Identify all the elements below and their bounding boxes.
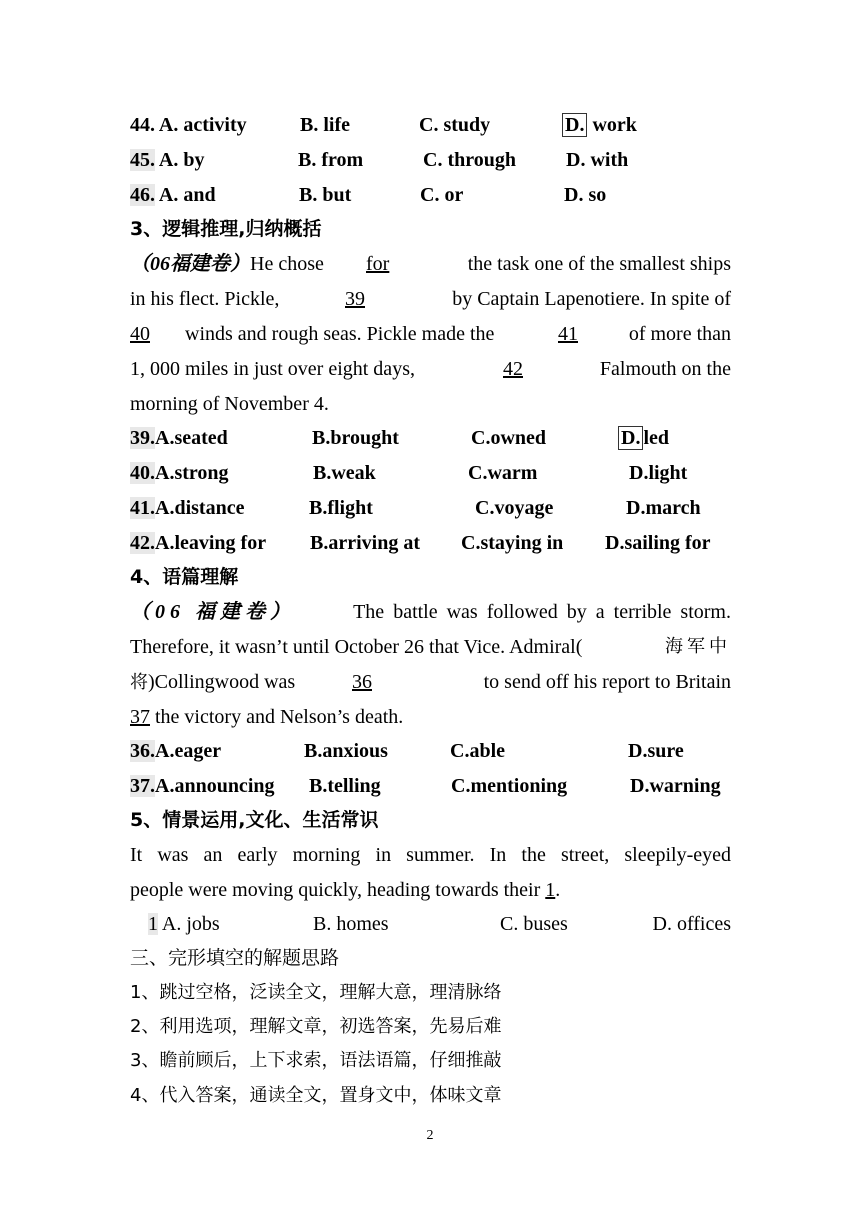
question-45 xyxy=(130,145,731,175)
blank-40: 40 xyxy=(130,323,150,345)
option-d: D. offices xyxy=(652,913,731,935)
blank-37: 37 xyxy=(130,706,150,728)
option-d: D.sailing for xyxy=(605,532,711,554)
passage-line: 37 the victory and Nelson’s death. xyxy=(130,706,404,728)
passage-line: 将)Collingwood was 36 to send off his report to Britain xyxy=(130,667,731,697)
selected-answer-box: D. xyxy=(562,113,587,137)
option-a: 46. A. and xyxy=(130,184,216,206)
option-c: C.voyage xyxy=(475,497,554,519)
option-c: C.owned xyxy=(471,427,547,449)
question-46 xyxy=(130,180,731,210)
option-d: D.light xyxy=(629,462,688,484)
source-tag: （06福建卷） xyxy=(130,253,250,275)
source-tag: （06 福建卷） xyxy=(130,601,295,623)
option-a: 36.A.eager xyxy=(130,740,222,762)
option-a: 45. A. by xyxy=(130,149,205,171)
option-b: B.brought xyxy=(312,427,399,449)
option-a: 41.A.distance xyxy=(130,497,245,519)
passage-line: in his flect. Pickle, 39 by Captain Lapenotiere. In spite of xyxy=(130,284,731,314)
question-36 xyxy=(130,736,731,766)
passage-line: morning of November 4. xyxy=(130,393,329,415)
option-d: D. so xyxy=(564,184,607,206)
option-c: C.mentioning xyxy=(451,775,568,797)
question-40 xyxy=(130,458,731,488)
passage-line: （06福建卷）He chose for the task one of the smallest ships xyxy=(130,249,731,279)
method-step: 3、瞻前顾后，上下求索，语法语篇，仔细推敲 xyxy=(130,1050,502,1071)
option-c: C. buses xyxy=(500,913,568,935)
blank-1: 1 xyxy=(545,879,556,901)
option-b: B. life xyxy=(300,114,350,136)
option-c: C.able xyxy=(450,740,505,762)
question-39 xyxy=(130,423,731,453)
passage-line: （06 福建卷） The battle was followed by a terrible storm. xyxy=(130,597,731,627)
option-b: B.arriving at xyxy=(310,532,420,554)
question-44 xyxy=(130,110,731,140)
blank-39: 39 xyxy=(345,288,365,310)
option-b: B.flight xyxy=(309,497,373,519)
option-b: B.telling xyxy=(309,775,381,797)
option-a: 1 A. jobs xyxy=(148,913,220,935)
option-a: 42.A.leaving for xyxy=(130,532,267,554)
option-b: B.anxious xyxy=(304,740,388,762)
section-heading: 3、逻辑推理,归纳概括 xyxy=(130,218,322,240)
option-d: D.sure xyxy=(628,740,684,762)
option-a: 39.A.seated xyxy=(130,427,228,449)
blank-42: 42 xyxy=(503,358,523,380)
option-b: B. but xyxy=(299,184,352,206)
option-d: D.march xyxy=(626,497,701,519)
option-d: D. with xyxy=(566,149,629,171)
answer-blank: for xyxy=(366,253,390,275)
question-41 xyxy=(130,493,731,523)
option-d: D. led xyxy=(618,423,669,453)
option-b: B.weak xyxy=(313,462,376,484)
passage-line: Therefore, it wasn’t until October 26 that Vice. Admiral( 海军中 xyxy=(130,636,731,658)
question-42 xyxy=(130,528,731,558)
option-c: C. through xyxy=(423,149,516,171)
method-step: 4、代入答案，通读全文，置身文中，体味文章 xyxy=(130,1085,502,1106)
question-1 xyxy=(130,909,731,939)
option-a: 44. A. activity xyxy=(130,114,247,136)
page-number: 2 xyxy=(426,1128,434,1143)
blank-41: 41 xyxy=(558,323,578,345)
option-a: 40.A.strong xyxy=(130,462,229,484)
option-c: C.warm xyxy=(468,462,538,484)
option-a: 37.A.announcing xyxy=(130,775,275,797)
passage-line: It was an early morning in summer. In the street, sleepily-eyed xyxy=(130,844,731,866)
option-d: D.warning xyxy=(630,775,721,797)
option-c: C. study xyxy=(419,114,491,136)
option-d: D. work xyxy=(562,110,637,140)
method-step: 2、利用选项，理解文章，初选答案，先易后难 xyxy=(130,1016,502,1037)
section-heading: 4、语篇理解 xyxy=(130,566,239,588)
option-c: C.staying in xyxy=(461,532,564,554)
passage-line: people were moving quickly, heading towards their 1. xyxy=(130,879,561,901)
option-c: C. or xyxy=(420,184,464,206)
method-step: 1、跳过空格，泛读全文，理解大意，理清脉络 xyxy=(130,982,502,1003)
blank-36: 36 xyxy=(352,671,372,693)
part-heading: 三、完形填空的解题思路 xyxy=(130,947,340,969)
passage-line: 40 winds and rough seas. Pickle made the 41 of more than xyxy=(130,319,731,349)
selected-answer-box: D. xyxy=(618,426,643,450)
option-b: B. from xyxy=(298,149,364,171)
section-heading: 5、情景运用,文化、生活常识 xyxy=(130,809,379,831)
question-37 xyxy=(130,771,731,801)
option-b: B. homes xyxy=(313,913,389,935)
passage-line: 1, 000 miles in just over eight days, 42 Falmouth on the xyxy=(130,354,731,384)
